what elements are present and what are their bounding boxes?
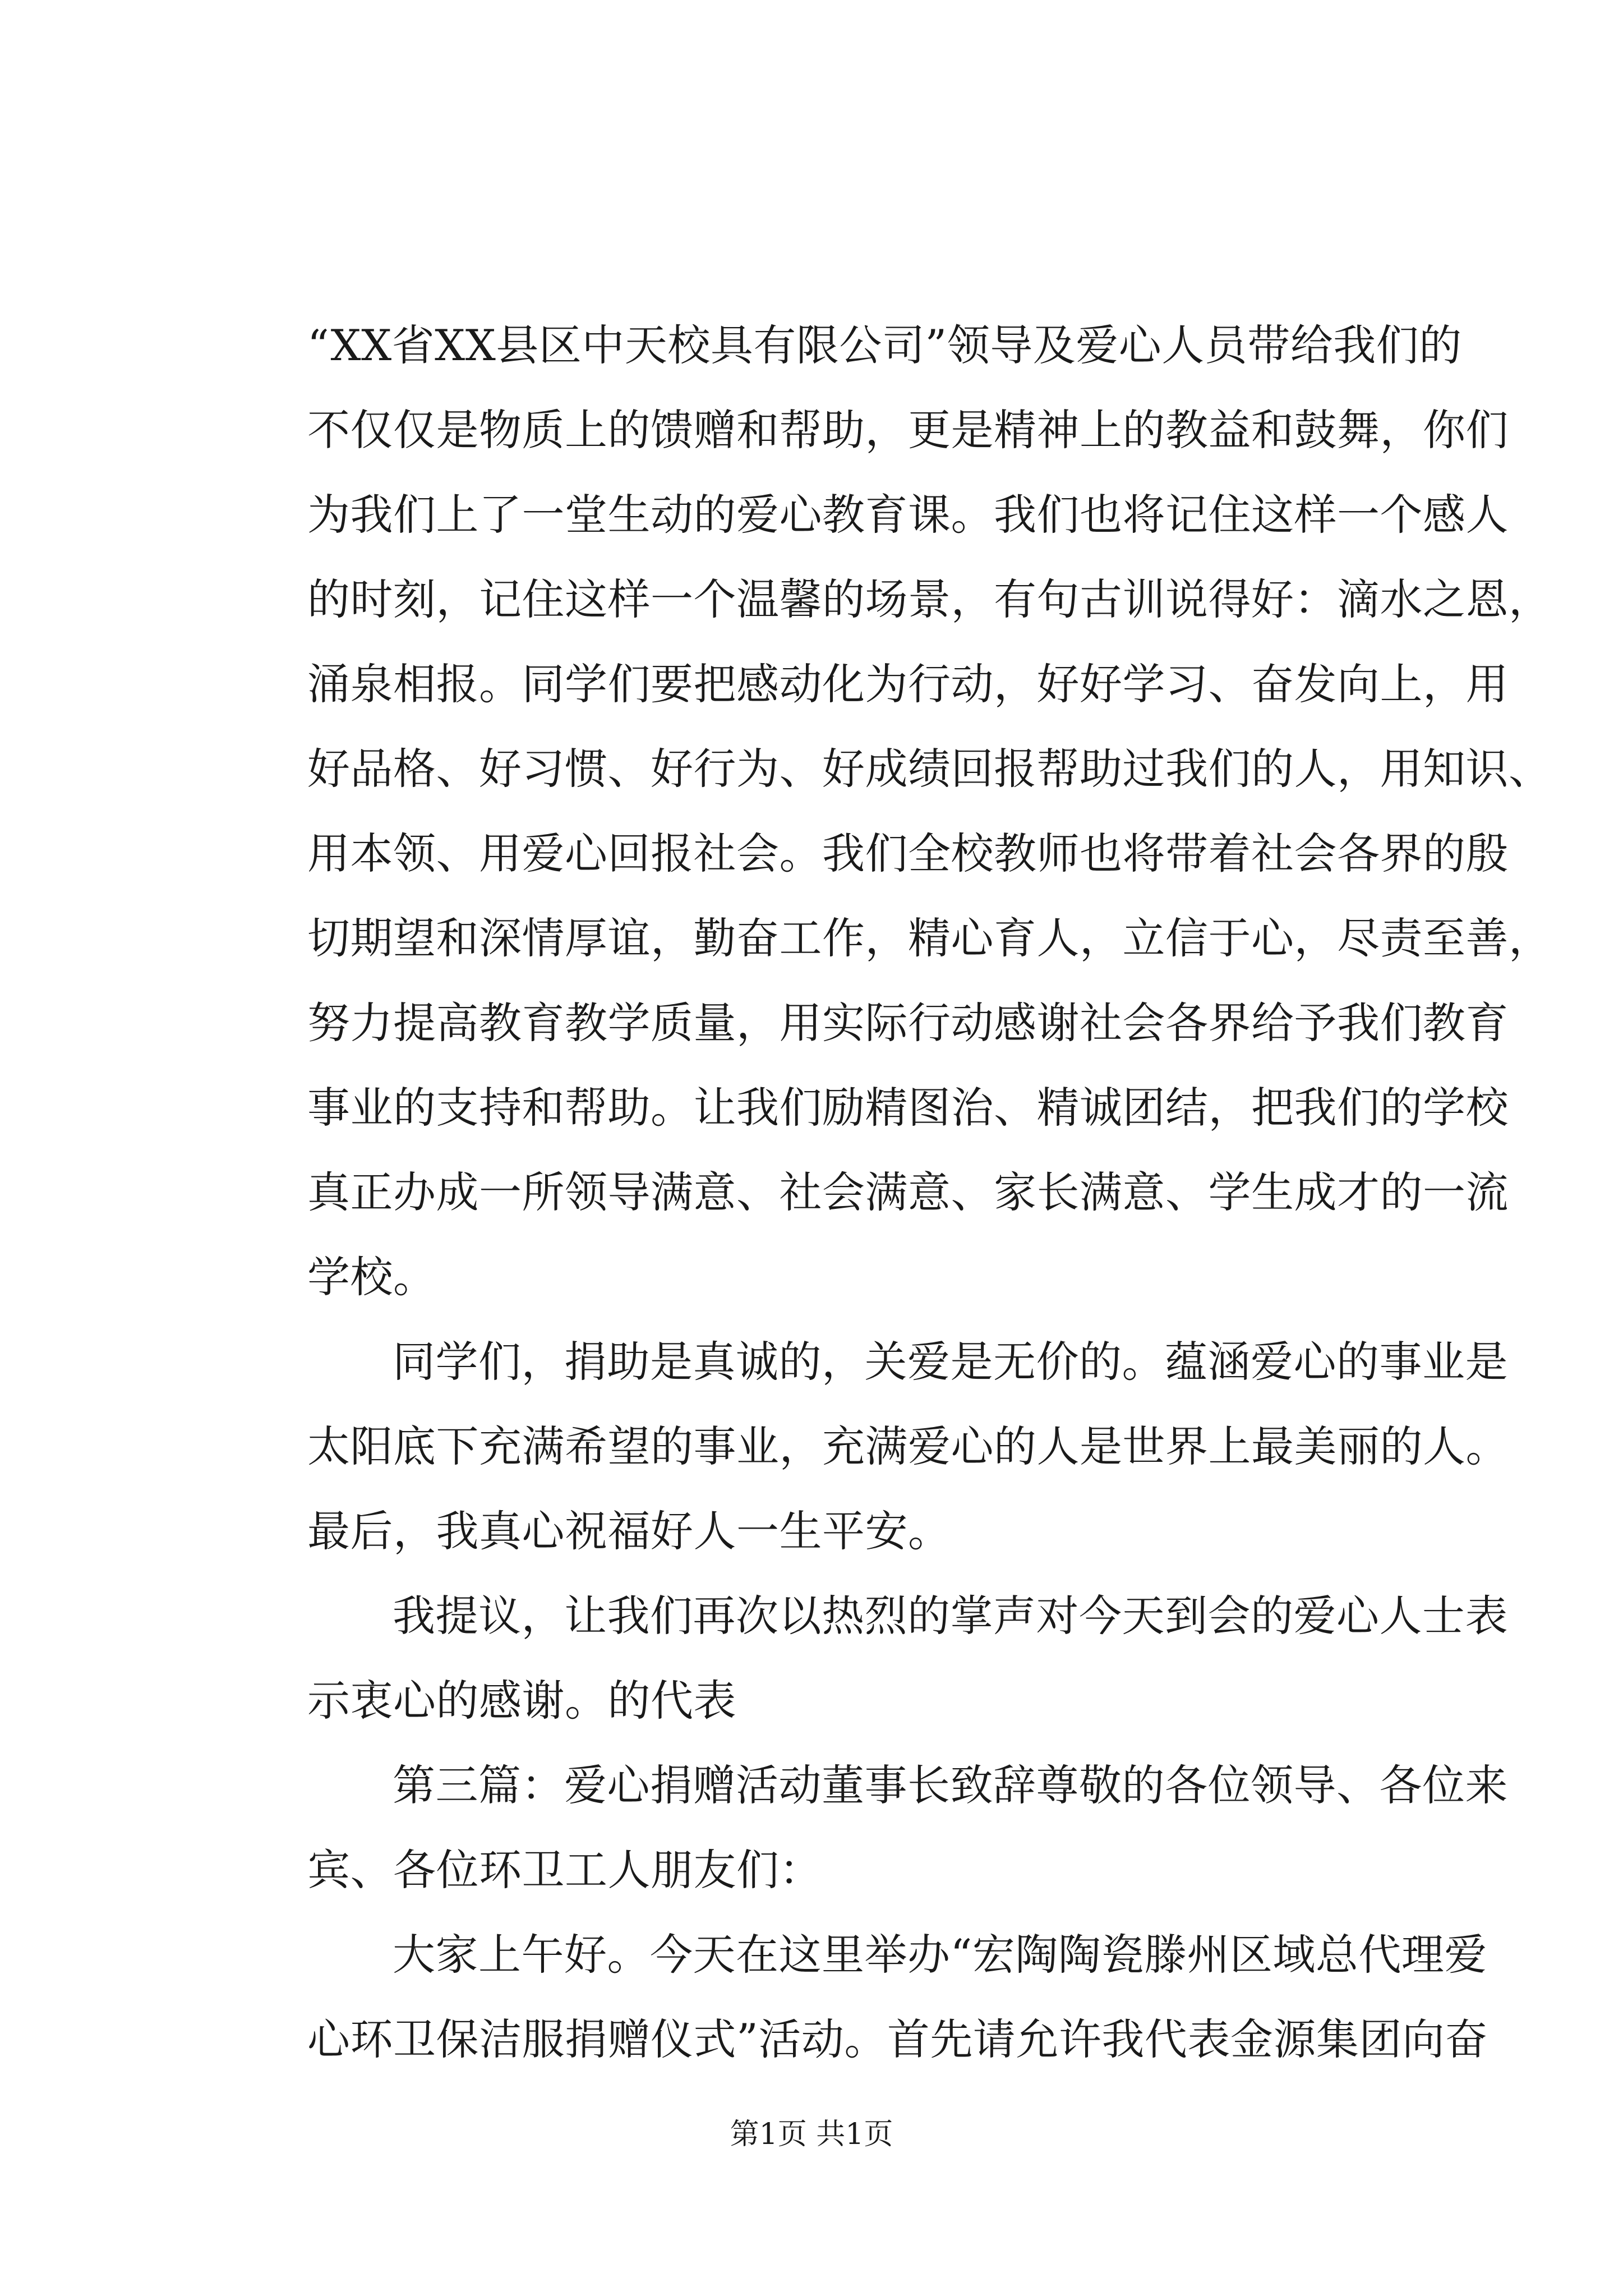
text-line: 涌泉相报。同学们要把感动化为行动，好好学习、奋发向上，用: [307, 659, 1509, 709]
text-line: 切期望和深情厚谊，勤奋工作，精心育人，立信于心，尽责至善，: [307, 913, 1552, 963]
paragraph-first-line: 同学们，捐助是真诚的，关爱是无价的。蕴涵爱心的事业是: [393, 1337, 1508, 1387]
text-line: “XX省XX县区中天校具有限公司”领导及爱心人员带给我们的: [307, 320, 1462, 370]
text-line: 不仅仅是物质上的馈赠和帮助，更是精神上的教益和鼓舞，你们: [307, 405, 1509, 455]
text-line: 努力提高教育教学质量，用实际行动感谢社会各界给予我们教育: [307, 998, 1509, 1048]
text-line: 心环卫保洁服捐赠仪式”活动。首先请允许我代表金源集团向奋: [307, 2014, 1488, 2064]
text-line: 用本领、用爱心回报社会。我们全校教师也将带着社会各界的殷: [307, 829, 1509, 878]
document-body: [307, 303, 1552, 2082]
text-line: 太阳底下充满希望的事业，充满爱心的人是世界上最美丽的人。: [307, 1421, 1509, 1471]
paragraph-first-line: 我提议，让我们再次以热烈的掌声对今天到会的爱心人士表: [393, 1591, 1508, 1641]
text-line: 事业的支持和帮助。让我们励精图治、精诚团结，把我们的学校: [307, 1083, 1509, 1133]
text-line: 最后，我真心祝福好人一生平安。: [307, 1506, 951, 1556]
paragraph-first-line: 大家上午好。今天在这里举办“宏陶陶瓷滕州区域总代理爱: [393, 1930, 1487, 1980]
text-line: 真正办成一所领导满意、社会满意、家长满意、学生成才的一流: [307, 1167, 1509, 1217]
section-heading-line: 第三篇：爱心捐赠活动董事长致辞尊敬的各位领导、各位来: [393, 1760, 1508, 1810]
text-line: 为我们上了一堂生动的爱心教育课。我们也将记住这样一个感人: [307, 490, 1509, 540]
text-line: 示衷心的感谢。的代表: [307, 1676, 736, 1726]
text-line: 宾、各位环卫工人朋友们：: [307, 1845, 822, 1895]
text-line: 好品格、好习惯、好行为、好成绩回报帮助过我们的人，用知识、: [307, 744, 1552, 794]
text-line: 学校。: [307, 1252, 436, 1302]
text-line: 的时刻，记住这样一个温馨的场景，有句古训说得好：滴水之恩，: [307, 574, 1552, 624]
page-number-footer: 第1页 共1页: [730, 2118, 893, 2151]
